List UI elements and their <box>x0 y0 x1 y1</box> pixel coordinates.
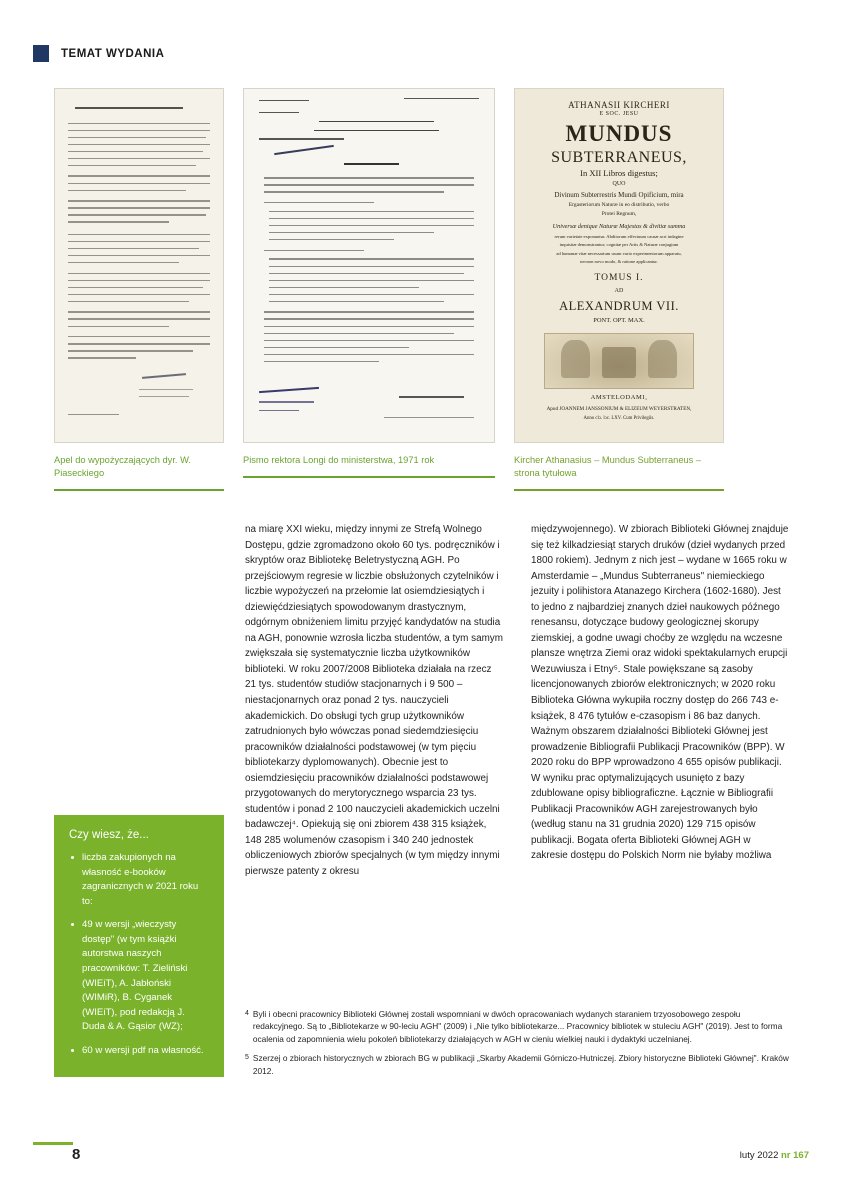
footnote-number: 4 <box>245 1010 249 1017</box>
kircher-line-6: QUO <box>612 180 626 187</box>
figure-kircher-caption: Kircher Athanasius – Mundus Subterraneus – strona tytułowa <box>514 454 724 491</box>
body-columns <box>245 522 790 880</box>
kircher-line-14: necnon novo modo, & ratione applicantur. <box>580 259 658 265</box>
list-item: 49 w wersji „wieczysty dostęp" (w tym książki autorstwa naszych pracowników: T. Zieliński (WIEiT), A. Jabłoński (WIMiR), B. Cyganek (WIEiT), pod redakcją J. Duda & A. Gąsior (WZ); <box>82 918 209 1035</box>
figure-row <box>54 88 789 491</box>
figure-apel <box>54 88 224 491</box>
did-you-know-list <box>69 851 209 1059</box>
footer-rule <box>33 1142 73 1145</box>
kircher-line-8: Ergasteriorum Naturæ in eo distributio, verbo <box>568 201 670 208</box>
kircher-line-3: MUNDUS <box>565 121 673 147</box>
kircher-line-11: rerum varietate exponuntur. Abditorum effectuum causæ acri indagine <box>554 233 684 239</box>
figure-apel-caption: Apel do wypożyczających dyr. W. Piaseckiego <box>54 454 224 491</box>
figure-kircher <box>514 88 724 491</box>
kircher-line-15: TOMUS I. <box>594 272 644 283</box>
footnote <box>245 1052 790 1077</box>
body-column-right <box>531 522 790 880</box>
kircher-line-12: inquisitæ demonstrantur; cognitæ per Artis & Naturæ conjugium <box>559 242 679 248</box>
did-you-know-heading: Czy wiesz, że... <box>69 829 149 841</box>
figure-pismo <box>243 88 495 491</box>
kircher-line-4: SUBTERRANEUS, <box>551 149 687 166</box>
kircher-line-10: Universæ denique Naturæ Majestas & divitiæ summa <box>552 223 686 231</box>
footnote <box>245 1008 790 1045</box>
kircher-line-7: Divinum Subterrestris Mundi Opificium, mira <box>554 191 684 200</box>
kircher-line-19: AMSTELODAMI, <box>590 394 648 402</box>
figure-pismo-image <box>243 88 495 443</box>
kircher-line-20: Apud JOANNEM JANSSONIUM & ELIZEUM WEYERSTRATEN, <box>546 405 692 412</box>
page-header <box>33 45 164 62</box>
figure-kircher-image <box>514 88 724 443</box>
kircher-line-13: ad humanæ vitæ necessarium usum vario experimentorum apparatu, <box>556 250 682 256</box>
kircher-line-2: E SOC. JESU <box>599 110 639 117</box>
kircher-line-5: In XII Libros digestus; <box>580 168 658 179</box>
body-text-right: międzywojennego). W zbiorach Biblioteki Głównej znajduje się też kilkadziesiąt starych druków (dzieł wydanych przed 1800 rokiem). Jednym z nich jest – wydane w 1665 roku w Amsterdamie – „Mundus Subterraneus" niemieckiego jezuity i polihistora Atanazego Kirchera (1602-1680). Jest to jedno z najbardziej znanych dzieł naukowych późnego renesansu, dotyczące budowy geologicznej skorupy ziemskiej, a godne uwagi choćby ze względu na wczesne plansze wnętrza Ziemi oraz widoki spektakularnych erupcji Wezuwiusza i Etny⁵. Stale powiększane są zasoby licencjonowanych zbiorów elektronicznych; w 2020 roku Biblioteka Główna wykupiła roczny dostęp do 266 743 e-książek, 8 476 tytułów e-czasopism i 86 baz danych. Ważnym obszarem działalności Biblioteki Głównej jest prowadzenie Bibliografii Publikacji Pracowników (BPP). W 2020 roku do BPP wprowadzono 4 655 opisów publikacji. W wyniku prac optymalizujących usunięto z bazy zdublowane opisy bibliograficzne. Łącznie w Bibliografii Publikacji Pracowników AGH zarejestrowanych było (według stanu na 31 grudnia 2020) 129 715 opisów publikacji. Bogata oferta Biblioteki Głównej AGH w zakresie dostępu do Polskich Norm nie byłaby możliwa <box>531 524 789 862</box>
body-column-left <box>245 522 504 880</box>
footer-issue-info <box>740 1150 809 1161</box>
footer-issue: nr 167 <box>781 1150 809 1161</box>
kircher-line-21: Anno clɔ. lɔc. LXV. Cum Privilegiis. <box>583 415 655 421</box>
page-title: TEMAT WYDANIA <box>61 47 165 60</box>
kircher-line-18: PONT. OPT. MAX. <box>593 316 645 324</box>
footnote-text: Byli i obecni pracownicy Biblioteki Głównej zostali wspomniani w dwóch opracowaniach wydanych staraniem trzyosobowego zespołu redakcyjnego. Są to „Bibliotekarze w 90-leciu AGH" (2009) i „Nie tylko bibliotekarze... Pracownicy bibliotek w stuleciu AGH" (2019). Jest to forma ocalenia od zapomnienia wielu pokoleń bibliotekarzy działających w AGH w cieniu wielkiej nauki i dydaktyki uczelnianej. <box>252 1009 783 1044</box>
list-item: liczba zakupionych na własność e-booków zagranicznych w 2021 roku to: <box>82 851 209 909</box>
footnote-number: 5 <box>245 1054 249 1062</box>
list-item: 60 w wersji pdf na własność. <box>82 1044 209 1059</box>
footnote-text: Szerzej o zbiorach historycznych w zbiorach BG w publikacji „Skarby Akademii Górniczo-Hutniczej. Zbiory historyczne Biblioteki Głównej". Kraków 2012. <box>252 1053 789 1076</box>
page-number: 8 <box>72 1146 81 1163</box>
kircher-line-17: ALEXANDRUM VII. <box>559 299 679 314</box>
figure-apel-image <box>54 88 224 443</box>
kircher-line-9: Protei Regnum, <box>601 211 637 218</box>
did-you-know-box <box>54 815 224 1077</box>
footer-date: luty 2022 <box>739 1150 779 1161</box>
figure-pismo-caption: Pismo rektora Longi do ministerstwa, 1971 rok <box>243 454 495 478</box>
header-mark-icon <box>33 45 49 62</box>
kircher-line-16: AD <box>614 288 624 295</box>
kircher-line-1: ATHANASII KIRCHERI <box>568 99 670 110</box>
footnotes <box>245 1008 790 1084</box>
body-text-left: na miarę XXI wieku, między innymi ze Strefą Wolnego Dostępu, gdzie zgromadzono około 60 tys. podręczników i skryptów oraz Bibliotekę Beletrystyczną AGH. Po przejściowym regresie w liczbie obsłużonych czytelników i liczbie wypożyczeń na przełomie lat osiemdziesiątych i dziewięćdziesiątych spowodowanym drastycznym, odgórnym obniżeniem limitu przyjęć kandydatów na studia na AGH, ponownie wzrosła liczba studentów, a tym samym zwiększała się systematycznie liczba użytkowników biblioteki. W roku 2007/2008 Biblioteka działała na rzecz 21 tys. studentów studiów stacjonarnych i 9 500 – niestacjonarnych oraz ponad 2 tys. nauczycieli akademickich. Do obsługi tych grup użytkowników zatrudnionych było wówczas ponad siedemdziesięciu pracowników działalności podstawowej (w tym pięciu bibliotekarzy dyplomowanych). Obecnie jest to osiemdziesięciu pracowników działalności podstawowej przygotowanych do merytorycznego wsparcia 23 tys. studentów i ponad 2 100 nauczycieli akademickich uczelni badawczej⁴. Opiekują się oni zbiorem 438 315 książek, 148 285 wolumenów czasopism i 340 240 jednostek obliczeniowych zbiorów specjalnych (w tym między innymi pierwsze patenty z okresu <box>245 524 503 878</box>
